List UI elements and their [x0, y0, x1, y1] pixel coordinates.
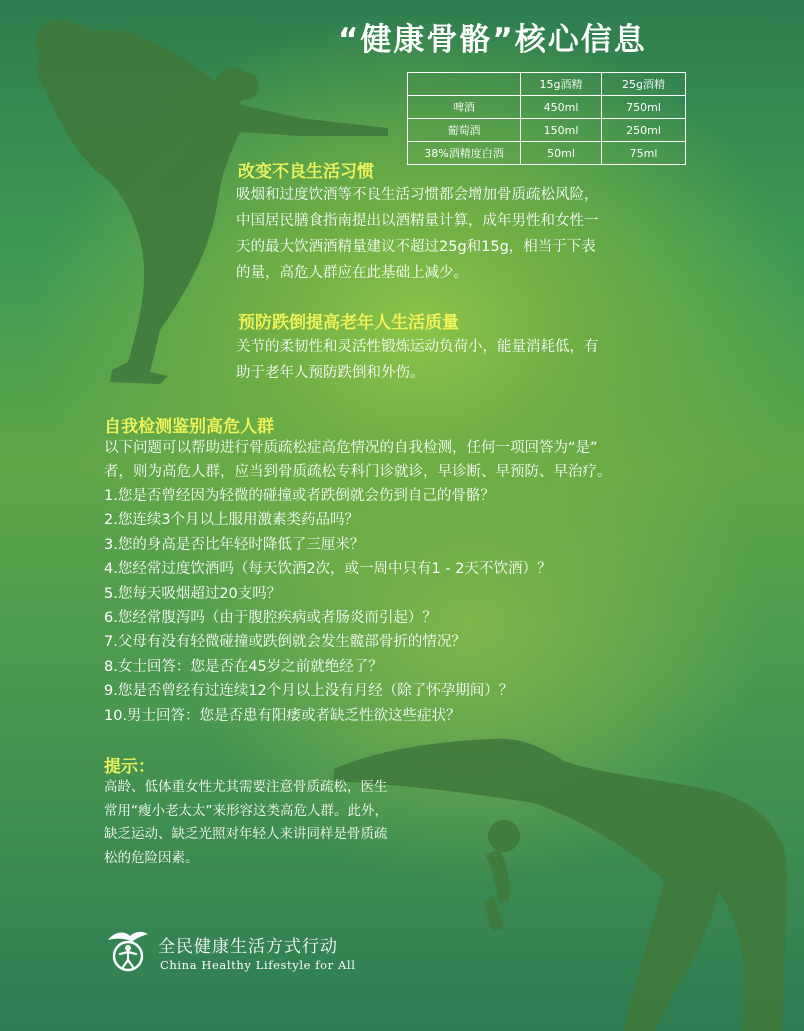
section-heading-fall-prevention: 预防跌倒提高老年人生活质量	[238, 313, 459, 333]
table-header-cell: 25g酒精	[602, 73, 686, 96]
text-line: 以下问题可以帮助进行骨质疏松症高危情况的自我检测，任何一项回答为“是”	[104, 440, 598, 456]
list-item: 10.男士回答：您是否患有阳痿或者缺乏性欲这些症状？	[104, 707, 461, 724]
text-line: 高龄、低体重女性尤其需要注意骨质疏松，医生	[104, 779, 388, 795]
tips-body	[104, 776, 474, 870]
table-cell: 250ml	[602, 119, 686, 142]
text-line: 者，则为高危人群，应当到骨质疏松专科门诊就诊，早诊断、早预防、早治疗。	[104, 464, 612, 481]
list-item: 5.您每天吸烟超过20支吗？	[104, 585, 282, 602]
text-line: 助于老年人预防跌倒和外伤。	[236, 365, 425, 381]
table-row	[408, 96, 686, 119]
table-cell: 葡萄酒	[408, 119, 521, 142]
alcohol-equivalent-table	[407, 72, 686, 165]
list-item: 8.女士回答：您是否在45岁之前就绝经了？	[104, 658, 383, 675]
page-title: “健康骨骼”核心信息	[338, 22, 647, 58]
list-item: 1.您是否曾经因为轻微的碰撞或者跌倒就会伤到自己的骨骼？	[104, 488, 495, 504]
text-line: 常用“瘦小老太太”来形容这类高危人群。此外，	[104, 802, 388, 819]
text-line: 缺乏运动、缺乏光照对年轻人来讲同样是骨质疏	[104, 826, 388, 842]
text-line: 松的危险因素。	[104, 849, 199, 866]
section-body-fall-prevention	[236, 334, 599, 386]
table-cell: 50ml	[521, 142, 602, 165]
table-cell: 啤酒	[408, 96, 521, 119]
list-item: 6.您经常腹泻吗（由于腹腔疾病或者肠炎而引起）？	[104, 610, 437, 627]
table-row	[408, 142, 686, 165]
section-body-lifestyle	[236, 182, 599, 286]
text-line: 中国居民膳食指南提出以酒精量计算，成年男性和女性一	[236, 213, 599, 229]
table-cell: 38%酒精度白酒	[408, 142, 521, 165]
campaign-logo	[104, 926, 364, 976]
table-header-cell: 15g酒精	[521, 73, 602, 96]
section-heading-lifestyle: 改变不良生活习惯	[238, 162, 374, 182]
tips-heading: 提示：	[104, 757, 155, 777]
table-header-cell	[408, 73, 521, 96]
table-cell: 750ml	[602, 96, 686, 119]
table-cell: 150ml	[521, 119, 602, 142]
text-line: 吸烟和过度饮酒等不良生活习惯都会增加骨质疏松风险，	[236, 187, 599, 203]
table-cell: 450ml	[521, 96, 602, 119]
text-line: 的量，高危人群应在此基础上减少。	[236, 265, 468, 281]
list-item: 7.父母有没有轻微碰撞或跌倒就会发生髋部骨折的情况？	[104, 634, 466, 651]
self-check-question-list	[104, 484, 551, 728]
text-line: 天的最大饮酒酒精量建议不超过25g和15g，相当于下表	[236, 239, 596, 255]
table-header-row	[408, 73, 686, 96]
section-intro-self-check	[104, 436, 612, 485]
table-cell: 75ml	[602, 142, 686, 165]
running-figure-logo-icon	[104, 926, 152, 974]
section-heading-self-check: 自我检测鉴别高危人群	[104, 417, 274, 437]
list-item: 3.您的身高是否比年轻时降低了三厘米？	[104, 536, 365, 553]
logo-name-zh: 全民健康生活方式行动	[158, 937, 338, 957]
text-line: 关节的柔韧性和灵活性锻炼运动负荷小，能量消耗低，有	[236, 339, 599, 355]
table-row	[408, 119, 686, 142]
list-item: 4.您经常过度饮酒吗（每天饮酒2次，或一周中只有1 - 2天不饮酒）？	[104, 561, 552, 578]
list-item: 2.您连续3个月以上服用激素类药品吗？	[104, 512, 360, 529]
list-item: 9.您是否曾经有过连续12个月以上没有月经（除了怀孕期间）？	[104, 683, 514, 700]
logo-name-en: China Healthy Lifestyle for All	[160, 958, 356, 972]
